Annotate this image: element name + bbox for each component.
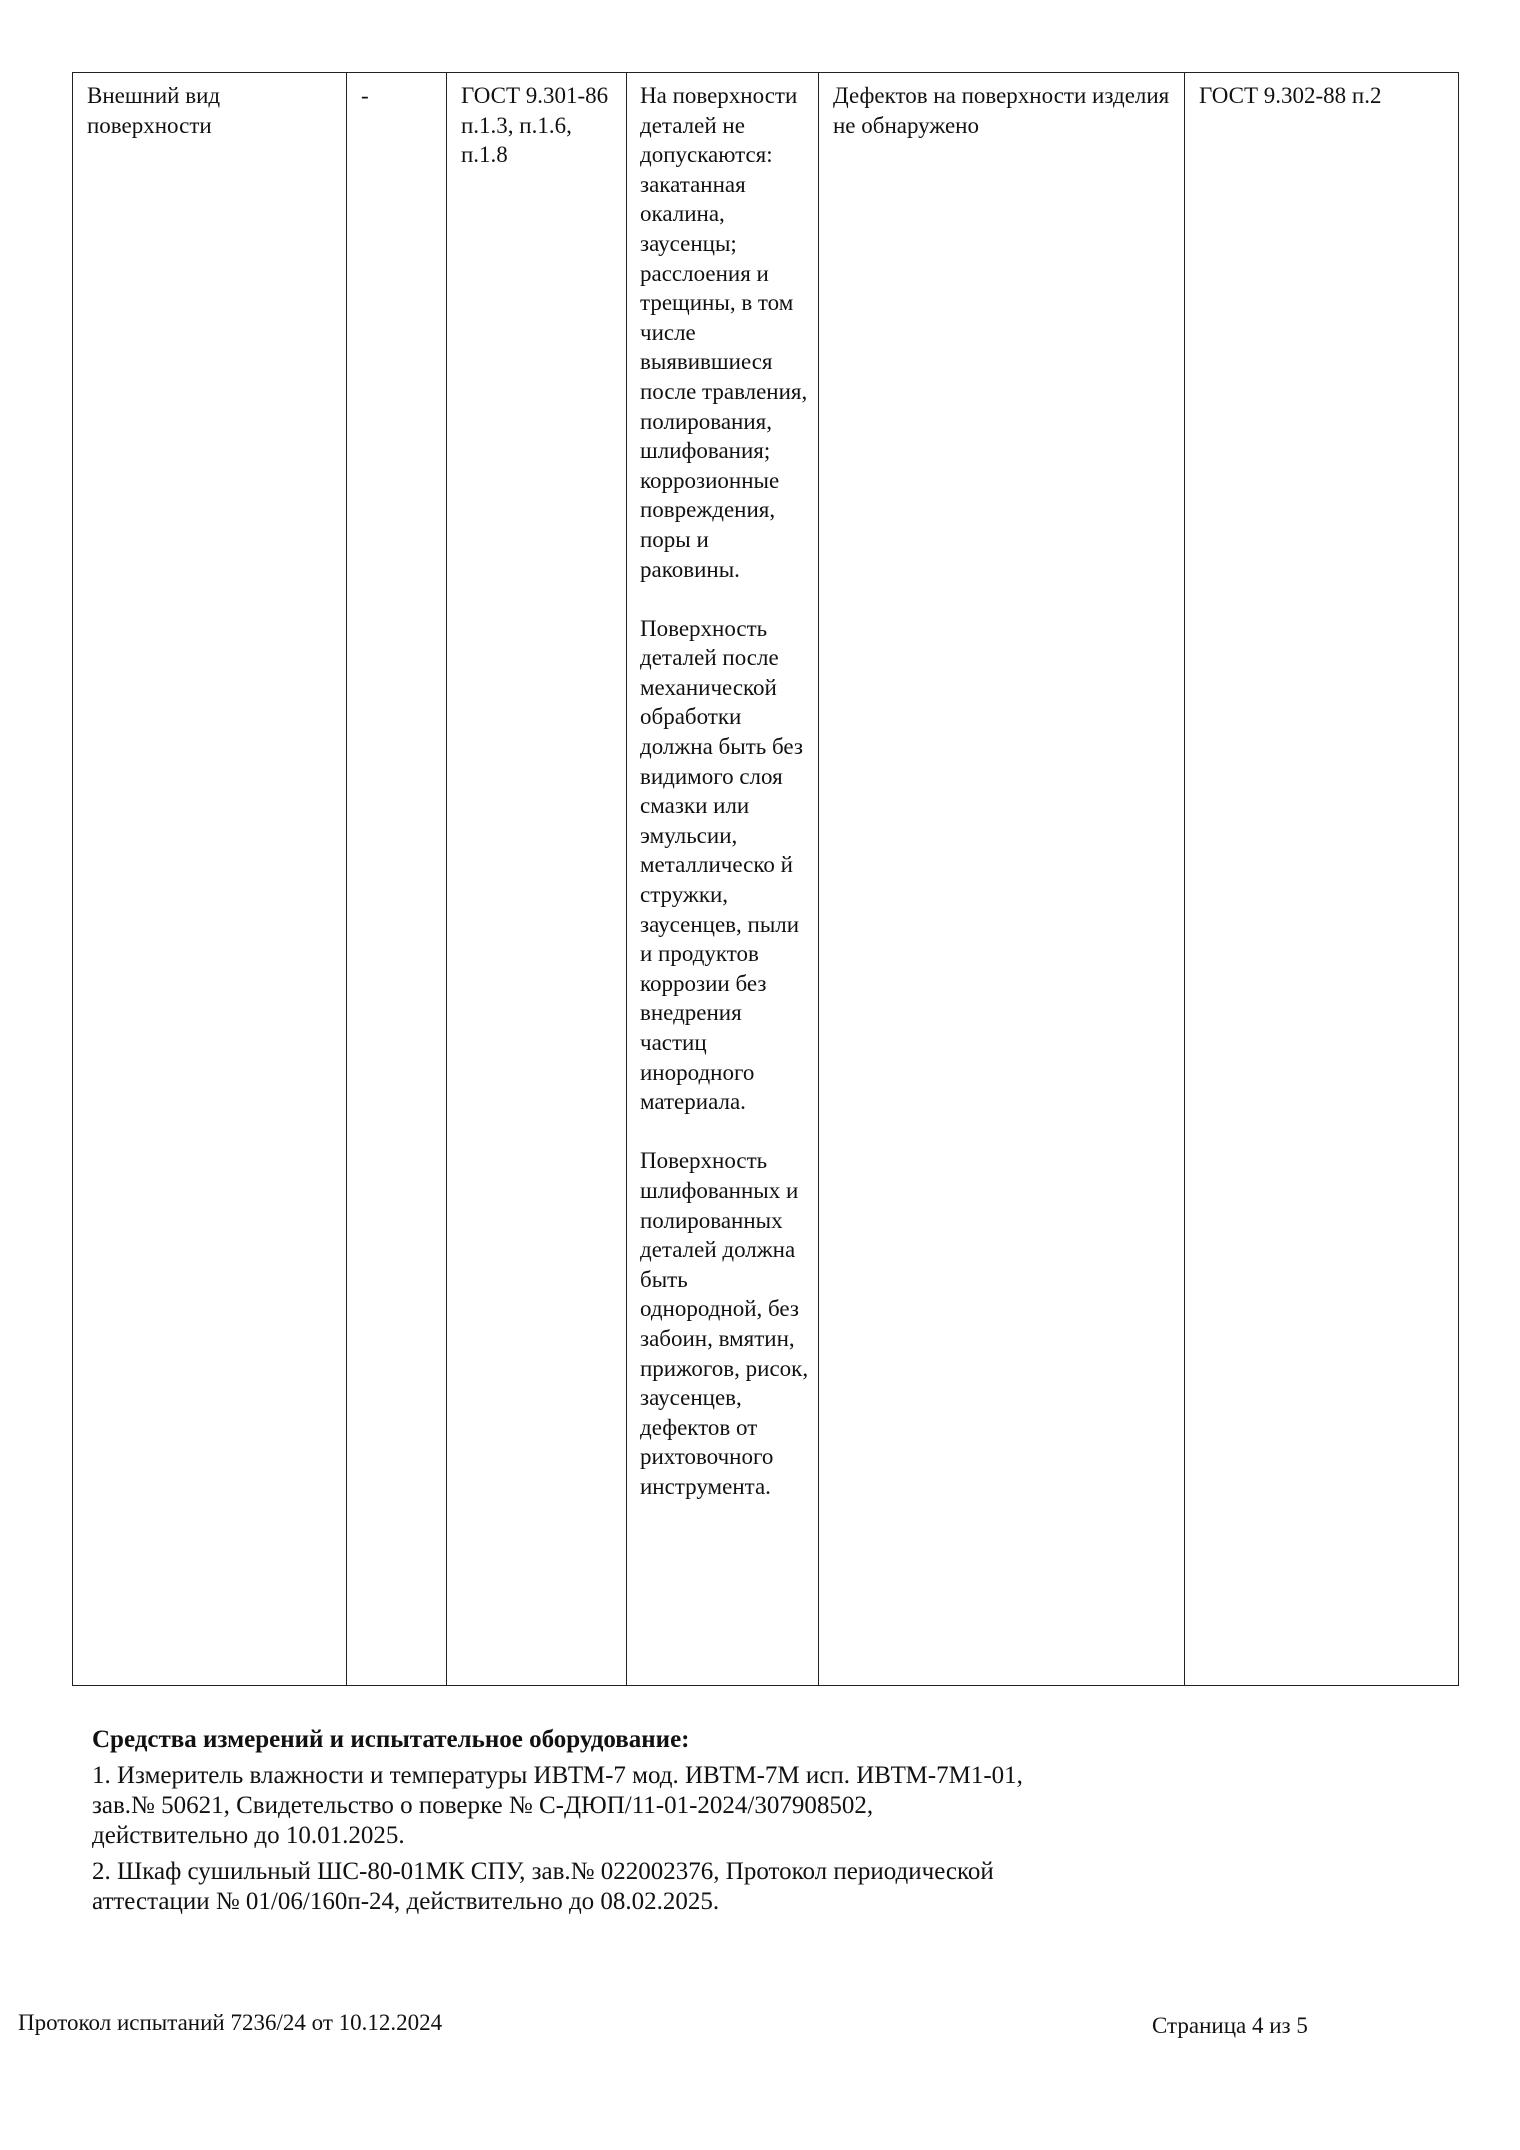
- footer-protocol: Протокол испытаний 7236/24 от 10.12.2024: [18, 2010, 443, 2035]
- equipment-section: [92, 1725, 1392, 1923]
- equipment-item: 2. Шкаф сушильный ШС-80-01МК СПУ, зав.№ 022002376, Протокол периодической аттестации № 01/06/160п-24, действительно до 08.02.2025.: [92, 1858, 994, 1915]
- requirement-paragraph: Поверхность шлифованных и полированных деталей должна быть однородной, без забоин, вмятин, прижогов, рисок, заусенцев, дефектов от рихтовочного инструмента.: [640, 1148, 809, 1499]
- requirement-cell: [627, 73, 819, 1686]
- equipment-item: 1. Измеритель влажности и температуры ИВТМ-7 мод. ИВТМ-7М исп. ИВТМ-7М1-01, зав.№ 50621, Свидетельство о поверке № С-ДЮП/11-01-2024/307908502, действительно до 10.01.2025.: [92, 1762, 1023, 1849]
- footer-page-number: Страница 4 из 5: [1152, 2013, 1308, 2038]
- result-cell: Дефектов на поверхности изделия не обнаружено: [819, 73, 1185, 1686]
- equipment-title: Средства измерений и испытательное оборудование:: [92, 1726, 690, 1753]
- test-method-cell: ГОСТ 9.302-88 п.2: [1185, 73, 1459, 1686]
- test-results-table: [72, 72, 1459, 1686]
- characteristic-cell: Внешний вид поверхности: [73, 73, 347, 1686]
- requirement-doc-cell: ГОСТ 9.301-86 п.1.3, п.1.6, п.1.8: [447, 73, 627, 1686]
- requirement-paragraph: На поверхности деталей не допускаются: закатанная окалина, заусенцы; расслоения и трещины, в том числе выявившиеся после травления, полирования, шлифования; коррозионные повреждения, поры и раковины.: [640, 83, 808, 582]
- unit-cell: -: [347, 73, 447, 1686]
- table-row: [73, 73, 1459, 1686]
- requirement-paragraph: Поверхность деталей после механической обработки должна быть без видимого слоя смазки или эмульсии, металлическо й стружки, заусенцев, пыли и продуктов коррозии без внедрения частиц инородного материала.: [640, 615, 803, 1115]
